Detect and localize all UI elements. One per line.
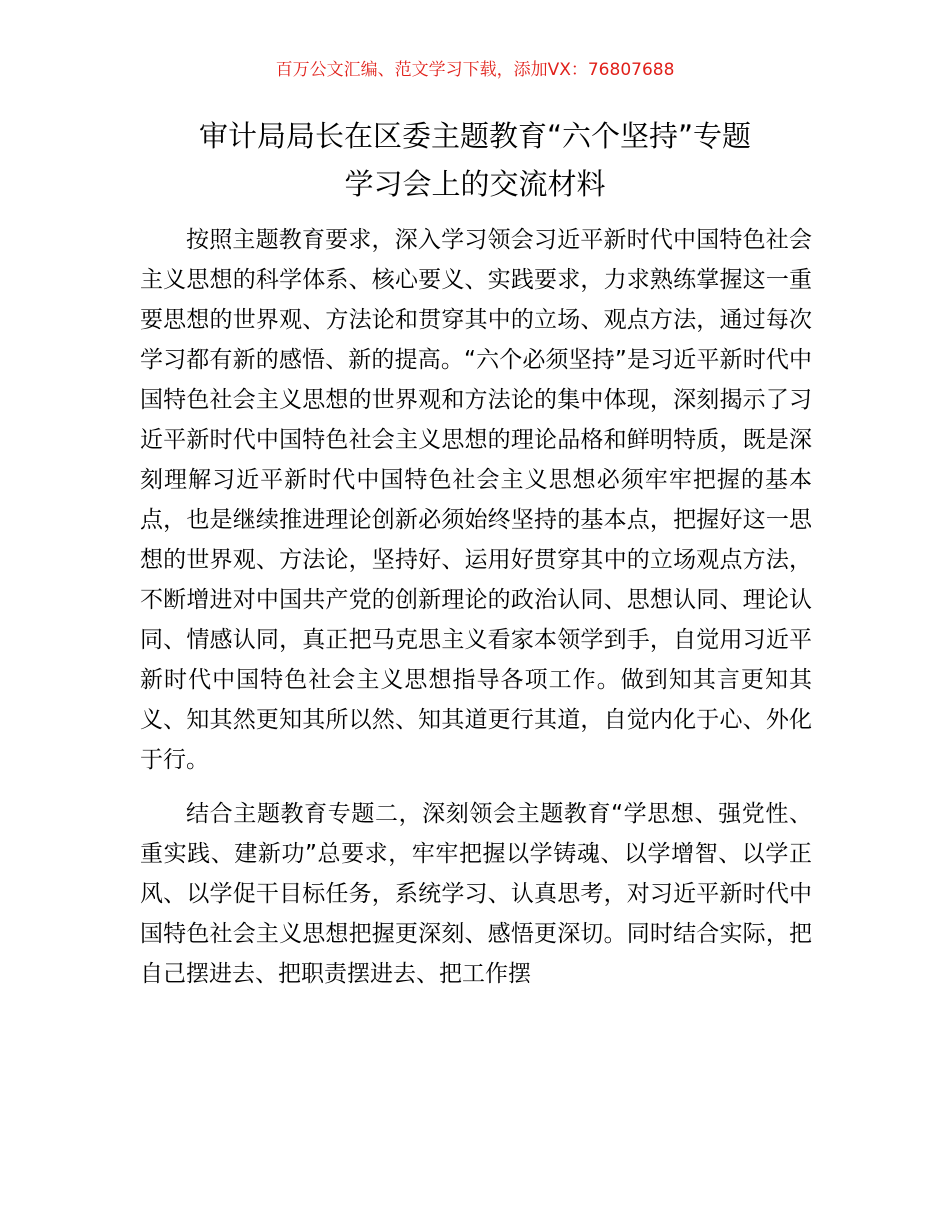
- document-body: [140, 220, 812, 994]
- body-paragraph-1: 按照主题教育要求，深入学习领会习近平新时代中国特色社会主义思想的科学体系、核心要义、实践要求，力求熟练掌握这一重要思想的世界观、方法论和贯穿其中的立场、观点方法，通过每次学习都有新的感悟、新的提高。“六个必须坚持”是习近平新时代中国特色社会主义思想的世界观和方法论的集中体现，深刻揭示了习近平新时代中国特色社会主义思想的理论品格和鲜明特质，既是深刻理解习近平新时代中国特色社会主义思想必须牢牢把握的基本点，也是继续推进理论创新必须始终坚持的基本点，把握好这一思想的世界观、方法论，坚持好、运用好贯穿其中的立场观点方法，不断增进对中国共产党的创新理论的政治认同、思想认同、理论认同、情感认同，真正把马克思主义看家本领学到手，自觉用习近平新时代中国特色社会主义思想指导各项工作。做到知其言更知其义、知其然更知其所以然、知其道更行其道，自觉内化于心、外化于行。: [140, 227, 812, 773]
- header-contact-note: 百万公文汇编、范文学习下载，添加VX：76807688: [275, 60, 675, 80]
- document-title-line-2: 学习会上的交流材料: [344, 167, 606, 201]
- document-title: [100, 112, 850, 208]
- document-title-line-1: 审计局局长在区委主题教育“六个坚持”专题: [198, 119, 752, 153]
- body-paragraph-2: 结合主题教育专题二，深刻领会主题教育“学思想、强党性、重实践、建新功”总要求，牢牢把握以学铸魂、以学增智、以学正风、以学促干目标任务，系统学习、认真思考，对习近平新时代中国特色社会主义思想把握更深刻、感悟更深切。同时结合实际，把自己摆进去、把职责摆进去、把工作摆: [140, 801, 812, 987]
